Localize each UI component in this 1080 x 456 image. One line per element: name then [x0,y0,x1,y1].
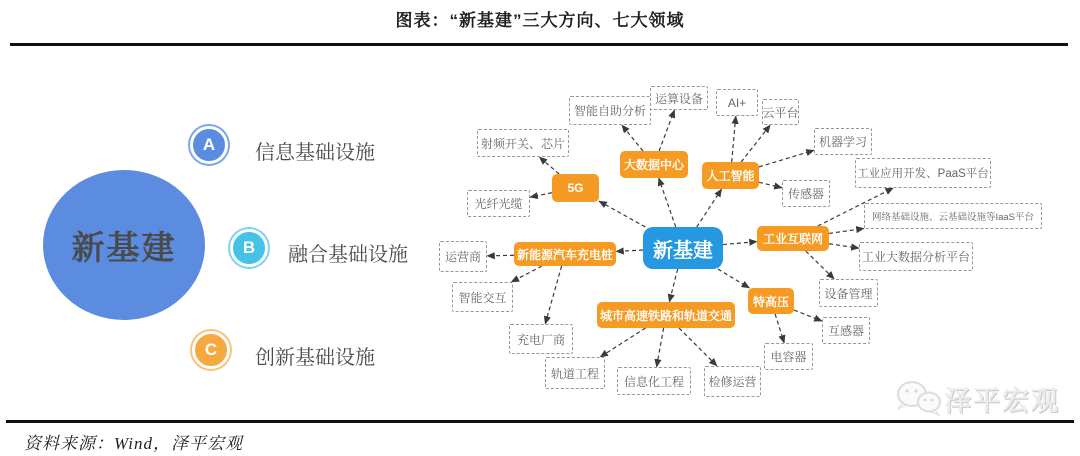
category-label-converged: 融合基础设施 [288,244,408,266]
leaf-operator: 运营商 [439,241,487,272]
leaf-equipment-management: 设备管理 [819,279,878,307]
leaf-ai-plus: AI+ [716,89,758,116]
category-label-information: 信息基础设施 [255,142,375,164]
leaf-sensor: 传感器 [782,180,830,207]
leaf-cloud-platform: 云平台 [762,99,799,125]
leaf-capacitor: 电容器 [764,343,813,370]
branch-industrial-internet: 工业互联网 [757,226,829,251]
badge-letter: B [242,238,256,257]
wechat-icon [892,378,944,418]
leaf-track-engineering: 轨道工程 [545,357,605,389]
branch-ai: 人工智能 [702,162,759,189]
hub-label: 新基建 [71,228,177,266]
leaf-intelligent-self-analysis: 智能自助分析 [569,96,651,125]
center-node: 新基建 [643,227,723,269]
page-title: 图表：“新基建”三大方向、七大领域 [395,11,685,30]
leaf-maintenance-operation: 检修运营 [704,366,761,397]
leaf-transformer: 互感器 [822,317,870,344]
watermark [892,378,1060,418]
badge-letter: C [204,340,218,359]
leaf-informatization-engineering: 信息化工程 [617,367,691,395]
leaf-charging-manufacturer: 充电厂商 [509,324,573,354]
branch-5g: 5G [552,174,599,202]
branch-big-data-center: 大数据中心 [620,151,688,178]
category-label-innovation: 创新基础设施 [255,347,375,369]
branch-ev-charging: 新能源汽车充电桩 [514,242,616,266]
leaf-rf-switch-chip: 射频开关、芯片 [477,129,569,157]
leaf-paas-platform: 工业应用开发、PaaS平台 [855,158,991,188]
badge-letter: A [202,135,216,154]
leaf-iaas-platform: 网络基础设施、云基础设施等IaaS平台 [864,203,1042,229]
watermark-text: 泽平宏观 [944,385,1060,416]
leaf-machine-learning: 机器学习 [814,128,872,155]
leaf-smart-interaction: 智能交互 [452,282,513,312]
branch-uhv: 特高压 [748,288,794,314]
leaf-industrial-big-data: 工业大数据分析平台 [859,242,973,271]
leaf-computing-equipment: 运算设备 [650,86,708,110]
branch-rail-transit: 城市高速铁路和轨道交通 [597,302,735,328]
leaf-optical-fiber: 光纤光缆 [467,190,530,217]
source-note: 资料来源：Wind，泽平宏观 [24,434,243,453]
